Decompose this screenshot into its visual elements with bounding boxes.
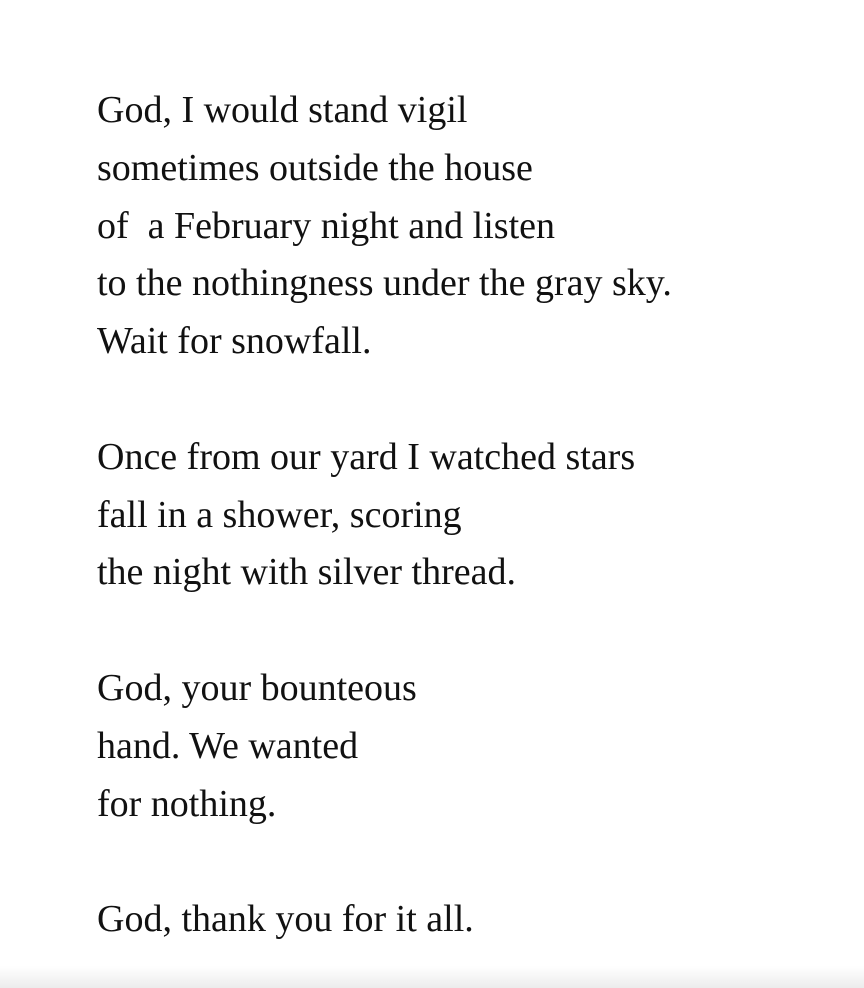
stanza-1 [97, 82, 837, 371]
poem-line: the night with silver thread. [97, 551, 516, 594]
poem-line: hand. We wanted [97, 724, 359, 767]
poem-line: Wait for snowfall. [97, 320, 372, 363]
stanza-2 [97, 429, 837, 602]
poem-line: God, your bounteous [97, 666, 417, 709]
stanza-4 [97, 891, 837, 949]
poem-line: God, thank you for it all. [97, 898, 474, 941]
poem-line: fall in a shower, scoring [97, 493, 462, 536]
poem-line: of a February night and listen [97, 204, 556, 247]
poem-line: to the nothingness under the gray sky. [97, 262, 672, 305]
poem-line: God, I would stand vigil [97, 89, 468, 131]
poem [97, 82, 837, 949]
poem-line: sometimes outside the house [97, 146, 533, 189]
poem-line: Once from our yard I watched stars [97, 435, 636, 478]
bottom-edge-shadow [0, 966, 864, 988]
stanza-3 [97, 660, 837, 833]
poem-line: for nothing. [97, 782, 277, 825]
